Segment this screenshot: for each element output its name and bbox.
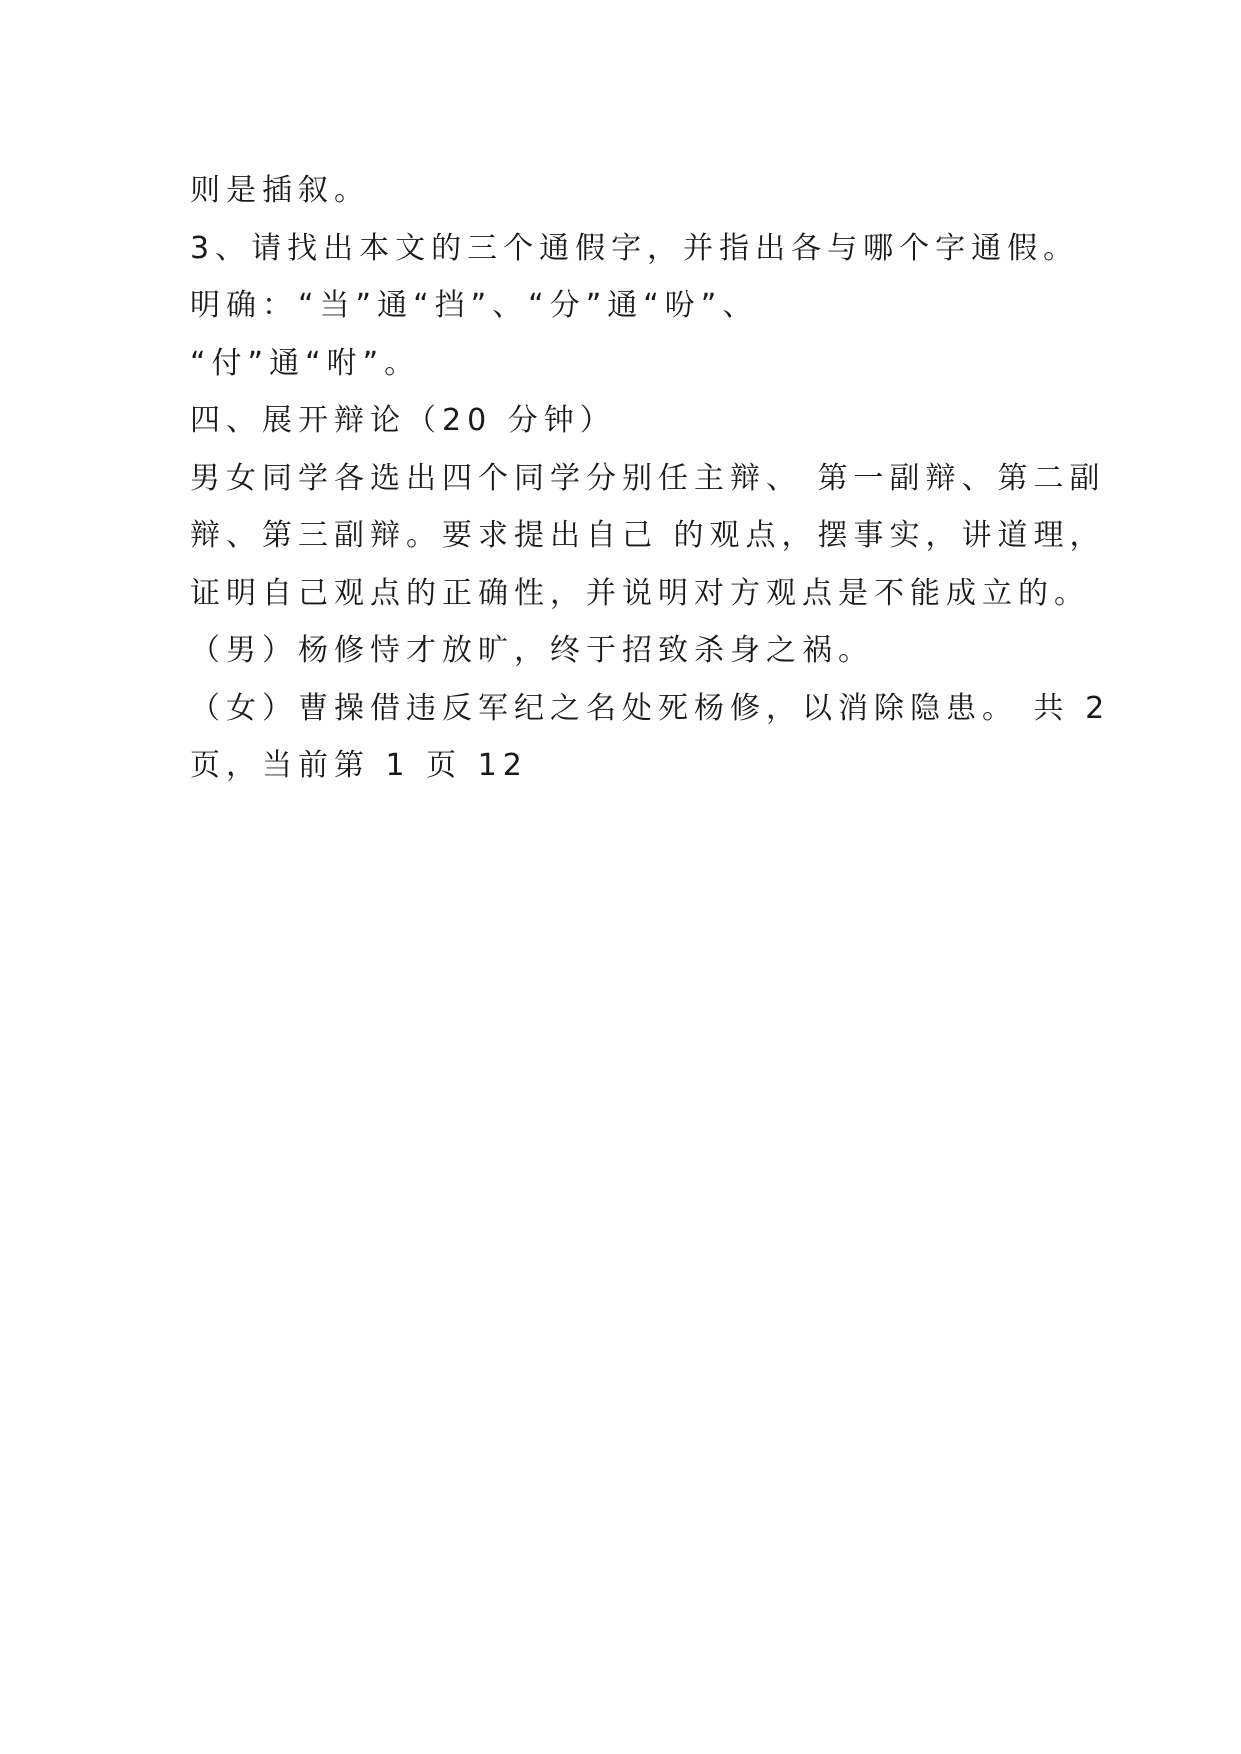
debate-position-male: （男）杨修恃才放旷，终于招致杀身之祸。 [190, 633, 874, 668]
answer-line: 明确：“当”通“挡”、“分”通“吩”、 [190, 288, 759, 323]
paragraph-line: 证明自己观点的正确性，并说明对方观点是不能成立的。 [190, 575, 1090, 611]
paragraph-line: 男女同学各选出四个同学分别任主辩、 第一副辩、第二副 [190, 460, 1106, 496]
question-line: 3、请找出本文的三个通假字，并指出各与哪个字通假。 [190, 230, 1080, 266]
section-heading: 四、展开辩论（20 分钟） [190, 403, 616, 438]
answer-line-continued: “付”通“咐”。 [190, 345, 421, 381]
paragraph-line: 辩、第三副辩。要求提出自己 的观点，摆事实，讲道理， [190, 518, 1106, 553]
debate-position-female: （女）曹操借违反军纪之名处死杨修，以消除隐患。 共 2 [190, 690, 1111, 726]
page-indicator: 页，当前第 1 页 12 [190, 748, 528, 783]
document-body [190, 162, 1111, 795]
paragraph-line: 则是插叙。 [190, 173, 370, 208]
